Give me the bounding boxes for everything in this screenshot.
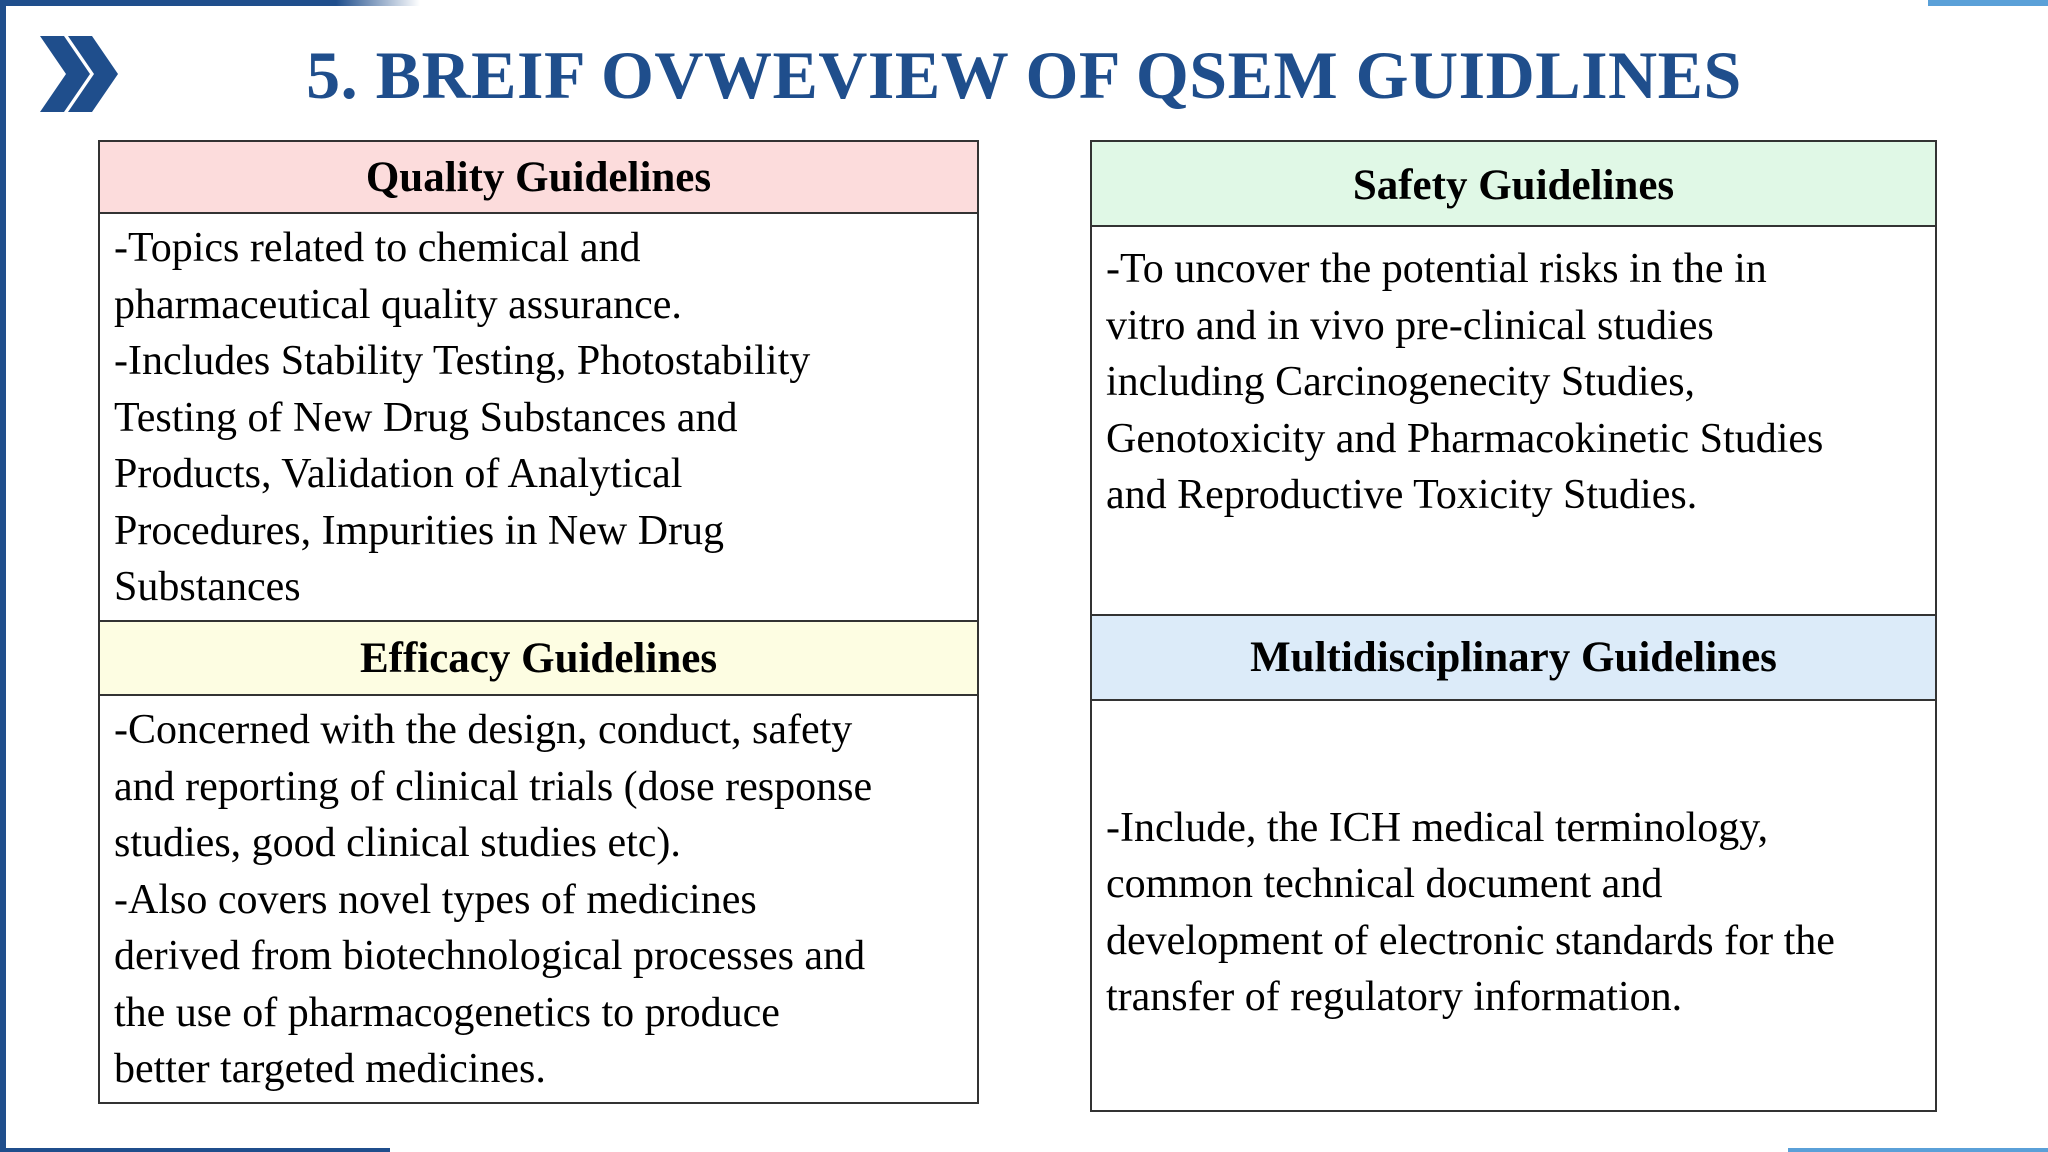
text-line: vitro and in vivo pre-clinical studies [1106, 302, 1714, 349]
text-line: pharmaceutical quality assurance. [114, 281, 682, 328]
text-line: -Concerned with the design, conduct, safety [114, 707, 853, 753]
text-line: -Includes Stability Testing, Photostability [114, 338, 811, 384]
text-line: common technical document and [1106, 861, 1663, 907]
text-line: and Reproductive Toxicity Studies. [1106, 472, 1698, 518]
quality-guidelines-text [100, 214, 977, 616]
text-line: better targeted medicines. [114, 1046, 546, 1092]
text-line: the use of pharmacogenetics to produce [114, 989, 780, 1036]
text-line: development of electronic standards for the [1106, 917, 1835, 964]
top-right-accent-bar [1928, 0, 2048, 6]
text-line: -Also covers novel types of medicines [114, 876, 757, 923]
text-line: derived from biotechnological processes and [114, 933, 866, 979]
text-line: Procedures, Impurities in New Drug [114, 507, 725, 554]
text-line: and reporting of clinical trials (dose response [114, 763, 873, 810]
left-edge-stripe [0, 0, 6, 1152]
text-line: -Topics related to chemical and [114, 225, 641, 271]
efficacy-guidelines-heading: Efficacy Guidelines [100, 622, 977, 696]
safety-guidelines-heading: Safety Guidelines [1092, 142, 1935, 227]
multidisciplinary-guidelines-box [1090, 614, 1937, 1112]
efficacy-guidelines-box [98, 620, 979, 1104]
text-line: Substances [114, 564, 301, 610]
page-title: 5. BREIF OVWEVIEW OF QSEM GUIDLINES [306, 37, 1742, 113]
quality-guidelines-heading: Quality Guidelines [100, 142, 977, 214]
text-line: Genotoxicity and Pharmacokinetic Studies [1106, 415, 1824, 462]
bottom-right-accent-bar [1788, 1148, 2048, 1152]
multidisciplinary-guidelines-text [1092, 701, 1935, 1110]
text-line: Products, Validation of Analytical [114, 451, 683, 497]
text-line: transfer of regulatory information. [1106, 974, 1683, 1020]
top-left-accent-bar [0, 0, 420, 6]
safety-guidelines-box [1090, 140, 1937, 616]
text-line: studies, good clinical studies etc). [114, 820, 681, 866]
text-line: including Carcinogenecity Studies, [1106, 359, 1696, 405]
safety-guidelines-text [1092, 227, 1935, 524]
text-line: -To uncover the potential risks in the in [1106, 246, 1767, 292]
bottom-left-accent-bar [0, 1148, 390, 1152]
text-line: -Include, the ICH medical terminology, [1106, 804, 1769, 851]
multidisciplinary-guidelines-heading: Multidisciplinary Guidelines [1092, 616, 1935, 701]
text-line: Testing of New Drug Substances and [114, 394, 738, 441]
quality-guidelines-box [98, 140, 979, 622]
efficacy-guidelines-text [100, 696, 977, 1098]
